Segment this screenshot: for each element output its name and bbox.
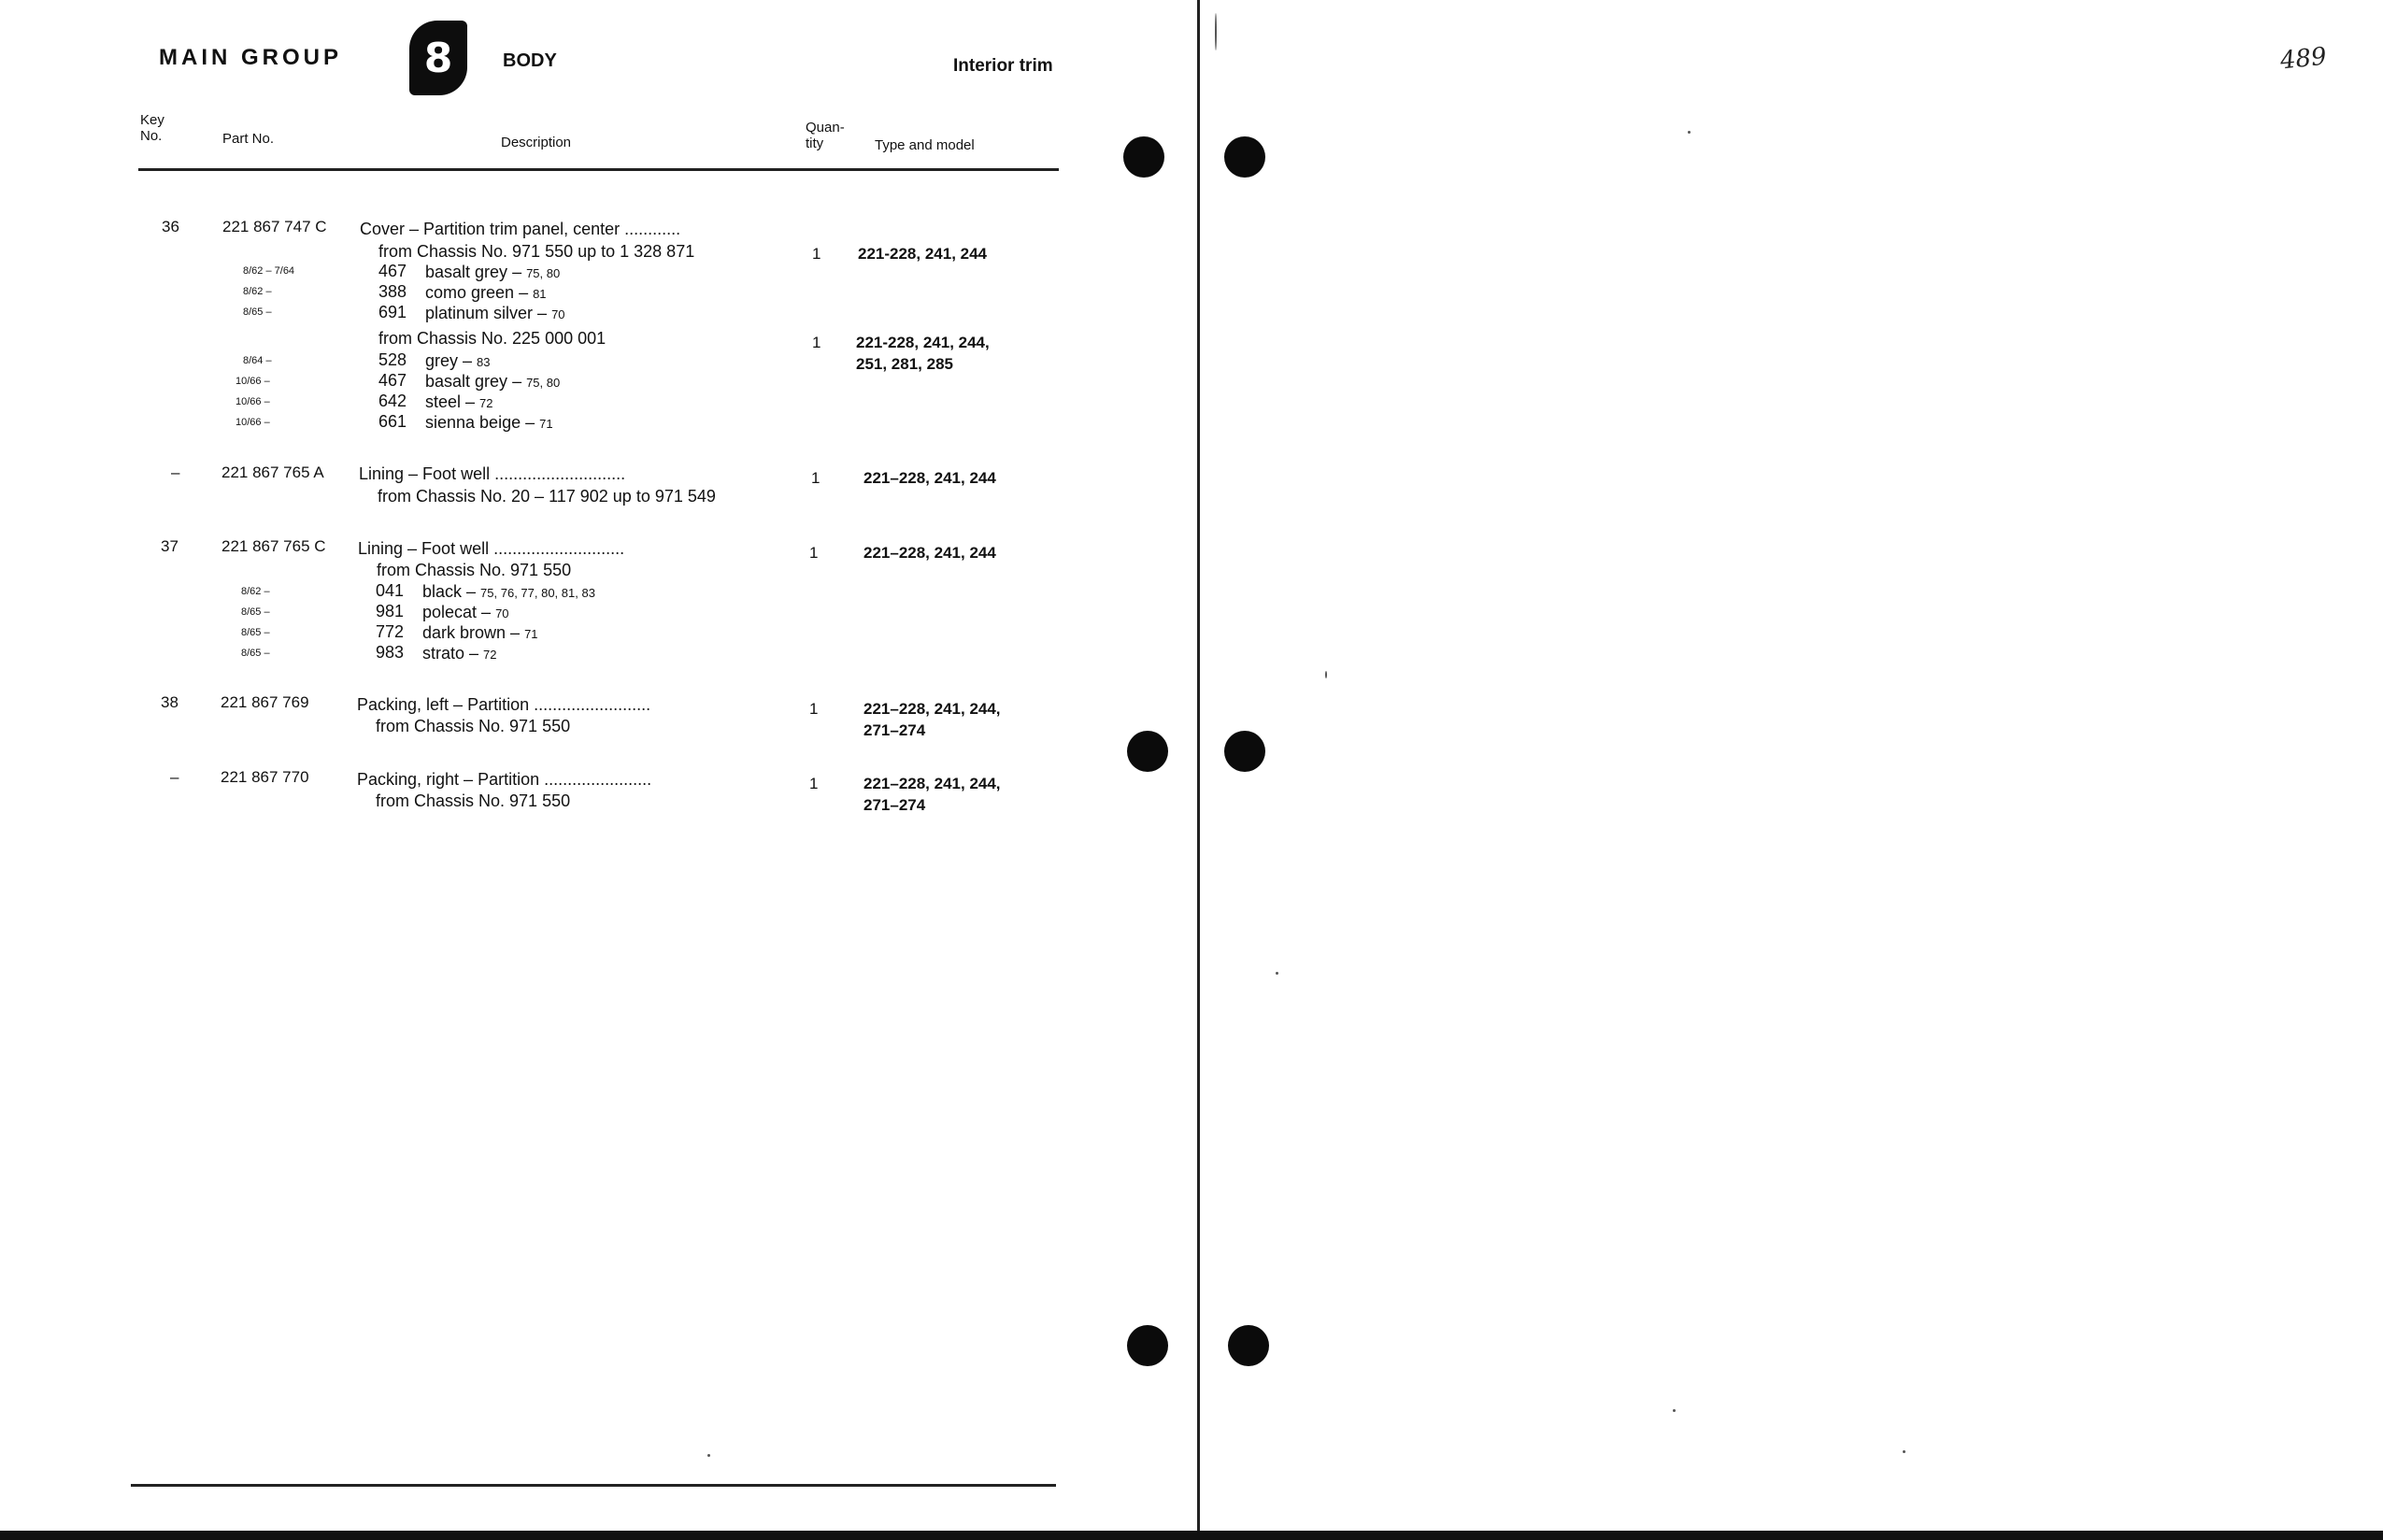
key-no: – (171, 463, 180, 481)
scan-edge-bar (0, 1531, 2383, 1540)
group-name: BODY (503, 50, 557, 71)
header-rule (138, 168, 1059, 171)
key-no: 37 (161, 537, 178, 555)
date-code: 8/62 – (241, 586, 270, 597)
color-name: grey – 83 (425, 351, 491, 370)
page-number: 489 (2278, 42, 2329, 76)
description: Packing, left – Partition ......................... (357, 695, 651, 714)
footer-rule (131, 1484, 1056, 1487)
key-no: – (170, 768, 179, 786)
color-name: polecat – 70 (422, 603, 509, 621)
date-code: 10/66 – (235, 396, 270, 407)
color-name: basalt grey – 75, 80 (425, 372, 561, 391)
color-name: steel – 72 (425, 392, 493, 411)
date-code: 8/65 – (241, 627, 270, 638)
part-no: 221 867 765 A (221, 463, 324, 481)
binder-hole (1224, 731, 1265, 772)
col-type-model: Type and model (875, 137, 975, 153)
date-code: 10/66 – (235, 376, 270, 387)
description: Lining – Foot well ............................ (358, 539, 625, 558)
color-name: basalt grey – 75, 80 (425, 263, 561, 281)
part-no: 221 867 765 C (221, 537, 326, 555)
type-model: 271–274 (863, 796, 926, 814)
description: Lining – Foot well ............................ (359, 464, 626, 483)
type-model: 271–274 (863, 721, 926, 739)
type-model: 221–228, 241, 244, (863, 775, 1001, 792)
color-code: 661 (378, 412, 407, 431)
section-title: Interior trim (953, 56, 1053, 76)
description: Packing, right – Partition ....................... (357, 770, 652, 789)
col-part-no: Part No. (222, 131, 275, 147)
scan-speck (1688, 131, 1691, 134)
color-code: 981 (376, 602, 405, 620)
date-code: 8/65 – (241, 606, 270, 618)
quantity: 1 (812, 334, 821, 351)
color-code: 467 (378, 371, 407, 390)
date-code: 8/62 – (243, 286, 272, 297)
scan-speck (1903, 1450, 1905, 1453)
type-model: 221-228, 241, 244 (858, 245, 988, 263)
quantity: 1 (809, 544, 819, 562)
chassis-range: from Chassis No. 971 550 up to 1 328 871 (378, 242, 695, 261)
type-model: 221–228, 241, 244 (863, 544, 996, 562)
binder-hole (1224, 136, 1265, 178)
type-model: 221-228, 241, 244, (856, 334, 990, 351)
color-name: black – 75, 76, 77, 80, 81, 83 (422, 582, 595, 601)
color-name: como green – 81 (425, 283, 547, 302)
quantity: 1 (812, 245, 821, 263)
quantity: 1 (809, 775, 819, 792)
chassis-range: from Chassis No. 971 550 (376, 791, 571, 810)
col-quantity: Quan- tity (806, 120, 845, 151)
col-key-no: Key No. (140, 112, 164, 144)
color-code: 041 (376, 581, 405, 600)
color-code: 467 (378, 262, 407, 280)
type-model: 221–228, 241, 244, (863, 700, 1001, 718)
color-name: strato – 72 (422, 644, 497, 663)
description: Cover – Partition trim panel, center ............ (360, 220, 681, 238)
group-number-badge: 8 (409, 21, 467, 95)
color-code: 642 (378, 392, 407, 410)
quantity: 1 (809, 700, 819, 718)
color-code: 388 (378, 282, 407, 301)
binder-hole (1127, 731, 1168, 772)
color-name: dark brown – 71 (422, 623, 538, 642)
binder-hole (1228, 1325, 1269, 1366)
color-code: 691 (378, 303, 407, 321)
chassis-range: from Chassis No. 971 550 (376, 717, 571, 735)
scan-speck (1673, 1409, 1676, 1412)
type-model: 221–228, 241, 244 (863, 469, 996, 487)
col-description: Description (501, 135, 572, 150)
color-name: sienna beige – 71 (425, 413, 553, 432)
binder-hole (1127, 1325, 1168, 1366)
binder-hole (1123, 136, 1164, 178)
scan-speck (1276, 972, 1278, 975)
date-code: 10/66 – (235, 417, 270, 428)
color-code: 528 (378, 350, 407, 369)
quantity: 1 (811, 469, 820, 487)
page-divider (1197, 0, 1200, 1533)
date-code: 8/65 – (241, 648, 270, 659)
part-no: 221 867 747 C (222, 218, 327, 235)
color-name: platinum silver – 70 (425, 304, 565, 322)
color-code: 983 (376, 643, 405, 662)
main-group-title: MAIN GROUP (159, 45, 342, 70)
date-code: 8/65 – (243, 307, 272, 318)
chassis-range: from Chassis No. 225 000 001 (378, 329, 606, 348)
date-code: 8/62 – 7/64 (243, 265, 295, 277)
chassis-range: from Chassis No. 971 550 (377, 561, 572, 579)
part-no: 221 867 769 (221, 693, 309, 711)
scan-speck (1325, 671, 1327, 678)
type-model: 251, 281, 285 (856, 355, 953, 373)
chassis-range: from Chassis No. 20 – 117 902 up to 971 549 (378, 487, 716, 506)
scan-speck (1215, 13, 1217, 50)
color-code: 772 (376, 622, 405, 641)
key-no: 38 (161, 693, 178, 711)
part-no: 221 867 770 (221, 768, 309, 786)
scan-speck (707, 1454, 710, 1457)
date-code: 8/64 – (243, 355, 272, 366)
key-no: 36 (162, 218, 179, 235)
